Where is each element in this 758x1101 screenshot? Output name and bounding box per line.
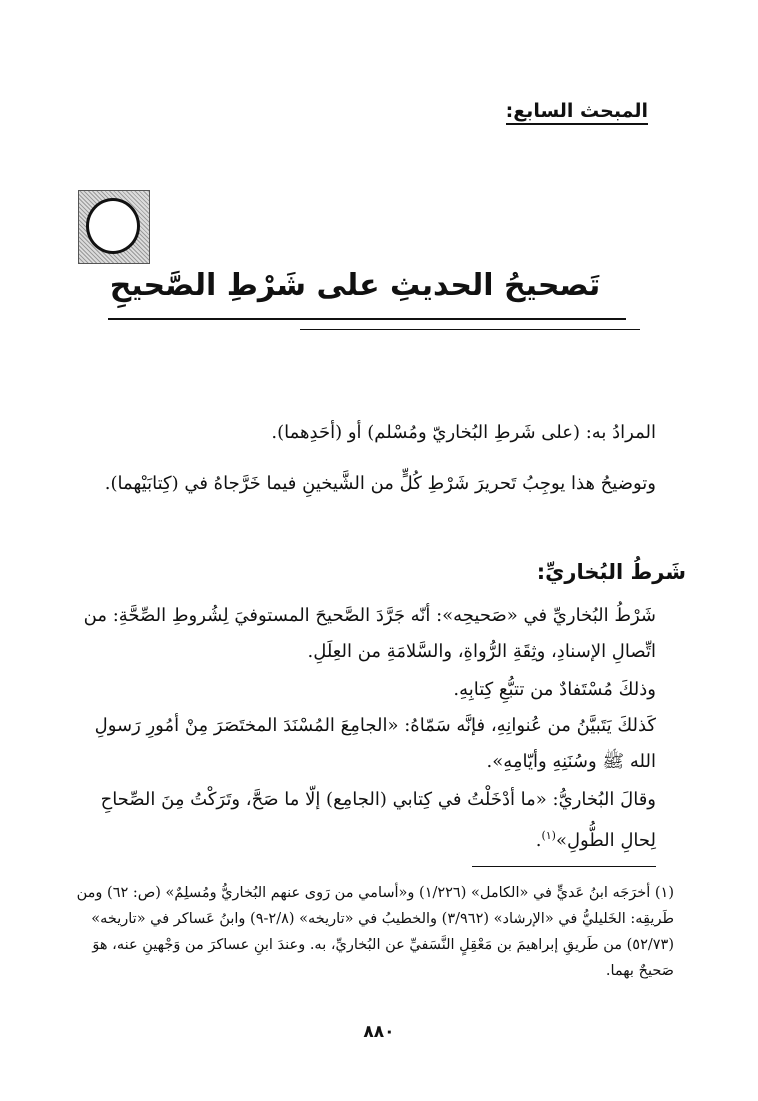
title-underline-bottom xyxy=(300,329,640,330)
footnote-reference: (١) xyxy=(541,829,556,842)
quote-end-punctuation: . xyxy=(535,830,542,851)
chapter-title: تَصحيحُ الحديثِ على شَرْطِ الصَّحيحِ xyxy=(109,268,601,303)
page-number: ٨٨٠ xyxy=(363,1022,395,1042)
paragraph-clarification: وتوضيحُ هذا يوجِبُ تَحريرَ شَرْطِ كُلٍّ من الشَّيخينِ فيما خَرَّجاهُ في (كِتابَيْهما). xyxy=(104,473,656,494)
footnote-1: (١) أخرَجَه ابنُ عَديٍّ في «الكامل» (١/٢٢٦) و«أسامي من رَوى عنهم البُخاريُّ ومُسلِمٌ» (ص: ٦٢) ومن طَريقِه: الخَليليُّ في «الإرشاد» (٣/٩٦٢) والخطيبُ في «تاريخه» (٢/٨-٩) وابنُ عَساكر في «تاريخه» (٥٢/٧٣) من طَريقِ إبراهيمَ بن مَعْقِلٍ النَّسَفيِّ عن البُخاريِّ، به. وعندَ ابنِ عساكرَ من وَجْهينِ عنه، هوَ صَحيحٌ بهما. xyxy=(76,885,674,979)
bukhari-quote-text: وقالَ البُخاريُّ: «ما أدْخَلْتُ في كِتابي (الجامِع) إلّا ما صَحَّ، وتَرَكْتُ مِنَ الصِّحاحِ لِحالِ الطُّولِ» xyxy=(100,789,656,851)
title-underline-top xyxy=(108,318,626,320)
bukhari-condition-heading: شَرطُ البُخاريِّ: xyxy=(536,560,686,584)
paragraph-derived: وذلكَ مُسْتَفادٌ من تتبُّعِ كِتابِهِ. xyxy=(453,679,656,700)
paragraph-title-evidence: كَذلكَ يَتَبيَّنُ من عُنوانِهِ، فإنَّه سَمّاهُ: «الجامِعَ المُسْنَدَ المختَصَرَ مِنْ أمُورِ رَسولِ الله ﷺ وسُنَنِهِ وأيّامِهِ». xyxy=(94,715,656,772)
circle-ornament-icon xyxy=(78,190,150,264)
footnote-separator xyxy=(472,866,656,867)
paragraph-bukhari-condition: شَرْطُ البُخاريِّ في «صَحيحِه»: أنّه جَرَّدَ الصَّحيحَ المستوفيَ لِشُروطِ الصِّحَّةِ: من اتِّصالِ الإسنادِ، وثِقَةِ الرُّواةِ، والسَّلامَةِ من العِلَلِ. xyxy=(83,605,656,662)
paragraph-bukhari-quote xyxy=(74,782,656,859)
ornament-ring xyxy=(86,198,140,254)
section-label: المبحث السابع: xyxy=(506,100,648,125)
paragraph-meaning: المرادُ به: (على شَرطِ البُخاريّ ومُسْلم) أو (أحَدِهما). xyxy=(271,422,656,443)
